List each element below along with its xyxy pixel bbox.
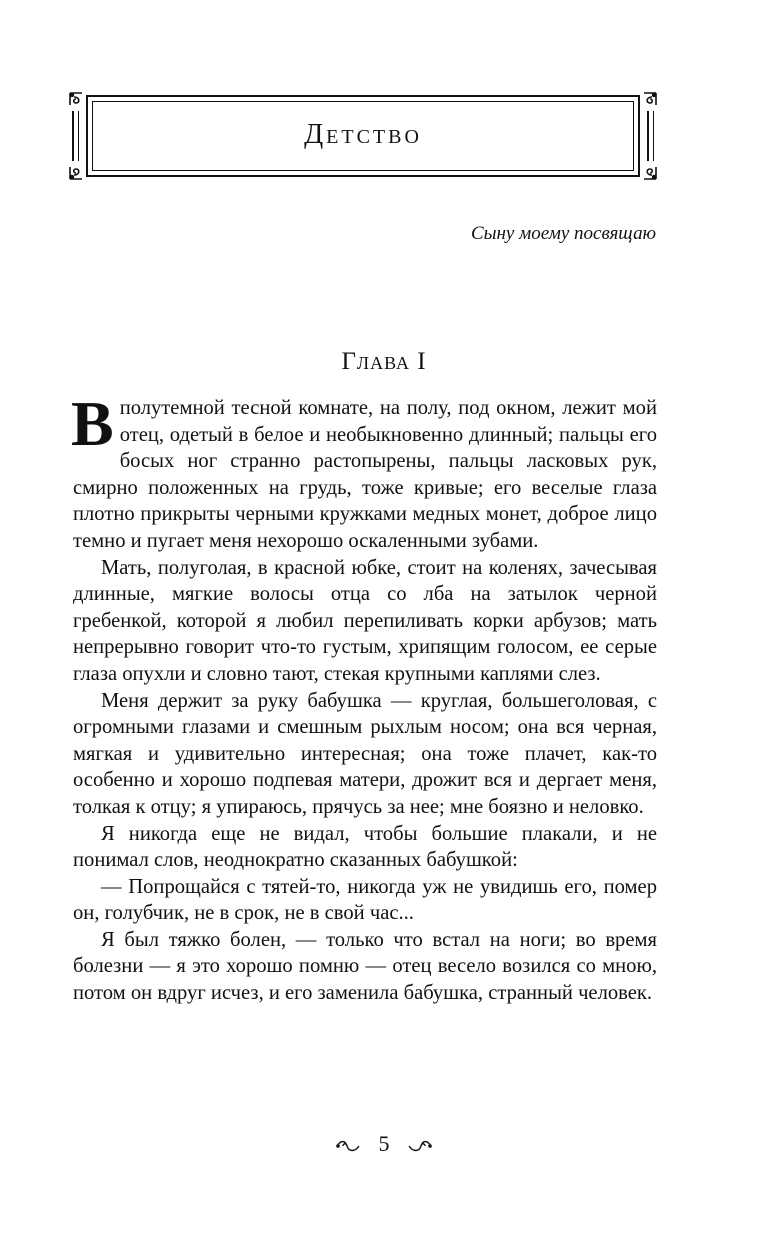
page-number: 5 [378, 1131, 390, 1156]
paragraph-text: полутемной тесной комнате, на полу, под окном, лежит мой отец, одетый в белое и необыкновенно длинный; пальцы его босых ног странно растопырены, пальцы ласковых рук, смирно положенных на грудь, тоже кривые; его веселые глаза плотно прикрыты черными кружками медных монет, доброе лицо темно и пугает меня нехорошо оскаленными зубами. [73, 397, 657, 552]
paragraph: Меня держит за руку бабушка — круглая, большеголовая, с огромными глазами и смешным рыхлым носом; она вся черная, мягкая и удивительно интересная; она тоже плачет, как-то особенно и хорошо подпевая матери, дрожит вся и дергает меня, толкая к отцу; я упираюсь, прячусь за нее; мне боязно и неловко. [73, 689, 657, 818]
flourish-right-icon [407, 1138, 433, 1154]
paragraph: Мать, полуголая, в красной юбке, стоит на коленях, зачесывая длинные, мягкие волосы отца со лба на затылок черной гребенкой, которой я любил перепиливать корки арбузов; мать непрерывно говорит что-то густым, хрипящим голосом, ее серые глаза опухли и словно тают, стекая крупными каплями слез. [73, 556, 657, 685]
corner-ornament-icon [68, 91, 98, 121]
page-footer [0, 1131, 768, 1157]
book-title: Детство [304, 119, 422, 150]
corner-ornament-icon [628, 151, 658, 181]
corner-ornament-icon [68, 151, 98, 181]
body-text [71, 388, 657, 1007]
paragraph: Я был тяжко болен, — только что встал на ноги; во время болезни — я это хорошо помню — отец весело возился со мною, потом он вдруг исчез, и его заменила бабушка, странный человек. [73, 928, 657, 1005]
flourish-left-icon [335, 1138, 361, 1154]
chapter-heading: Глава I [341, 348, 427, 375]
paragraph: Я никогда еще не видал, чтобы большие плакали, и не понимал слов, неоднократно сказанных бабушкой: [73, 822, 657, 872]
title-frame [68, 91, 658, 181]
paragraph [71, 388, 657, 555]
drop-cap: В [71, 388, 114, 459]
paragraph: — Попрощайся с тятей-то, никогда уж не увидишь его, помер он, голубчик, не в срок, не в свой час... [73, 875, 657, 925]
corner-ornament-icon [628, 91, 658, 121]
dedication: Сыну моему посвящаю [470, 223, 656, 244]
